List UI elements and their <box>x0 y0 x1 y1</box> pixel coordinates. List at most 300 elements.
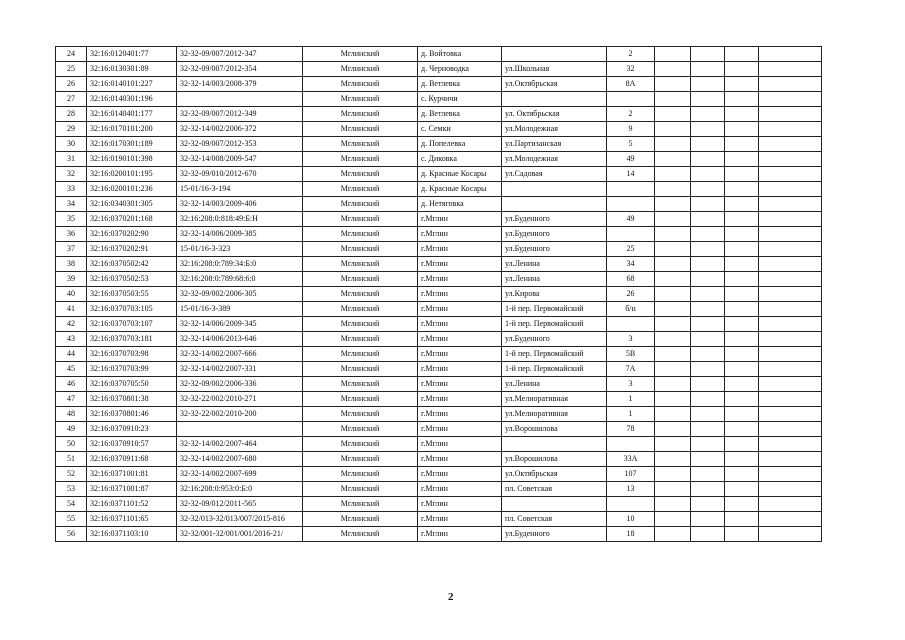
empty-cell <box>725 152 759 167</box>
house-number: 3 <box>607 332 655 347</box>
house-number: 68 <box>607 272 655 287</box>
empty-cell <box>655 272 691 287</box>
district-name: Мглинский <box>303 152 418 167</box>
property-registry-table <box>55 46 822 542</box>
registration-number: 15-01/16-3-323 <box>177 242 303 257</box>
table-row <box>56 437 822 452</box>
empty-cell <box>725 302 759 317</box>
table-row <box>56 62 822 77</box>
empty-cell <box>691 92 725 107</box>
table-row <box>56 392 822 407</box>
cadastral-number: 32:16:0370703:107 <box>87 317 177 332</box>
district-name: Мглинский <box>303 407 418 422</box>
empty-cell <box>691 182 725 197</box>
district-name: Мглинский <box>303 422 418 437</box>
empty-cell <box>655 527 691 542</box>
settlement-name: г.Мглин <box>418 407 502 422</box>
row-number: 39 <box>56 272 87 287</box>
empty-cell <box>655 122 691 137</box>
empty-cell <box>759 77 822 92</box>
empty-cell <box>655 257 691 272</box>
empty-cell <box>725 197 759 212</box>
house-number: 25 <box>607 242 655 257</box>
registration-number: 32-32-14/002/2007-666 <box>177 347 303 362</box>
row-number: 54 <box>56 497 87 512</box>
settlement-name: г.Мглин <box>418 347 502 362</box>
empty-cell <box>759 482 822 497</box>
row-number: 41 <box>56 302 87 317</box>
empty-cell <box>655 137 691 152</box>
empty-cell <box>725 62 759 77</box>
district-name: Мглинский <box>303 437 418 452</box>
house-number: 1 <box>607 392 655 407</box>
table-row <box>56 107 822 122</box>
row-number: 53 <box>56 482 87 497</box>
street-name: ул.Садовая <box>502 167 607 182</box>
empty-cell <box>655 197 691 212</box>
table-row <box>56 167 822 182</box>
cadastral-number: 32:16:0370202:90 <box>87 227 177 242</box>
empty-cell <box>691 197 725 212</box>
row-number: 33 <box>56 182 87 197</box>
empty-cell <box>691 122 725 137</box>
empty-cell <box>691 347 725 362</box>
empty-cell <box>725 212 759 227</box>
district-name: Мглинский <box>303 182 418 197</box>
registration-number: 32:16:208:0:818:49:Б:Н <box>177 212 303 227</box>
empty-cell <box>759 497 822 512</box>
street-name: ул.Молодежная <box>502 152 607 167</box>
cadastral-number: 32:16:0370201:168 <box>87 212 177 227</box>
house-number: 7А <box>607 362 655 377</box>
empty-cell <box>655 392 691 407</box>
cadastral-number: 32:16:0370910:23 <box>87 422 177 437</box>
empty-cell <box>759 332 822 347</box>
district-name: Мглинский <box>303 137 418 152</box>
empty-cell <box>725 227 759 242</box>
cadastral-number: 32:16:0140301:196 <box>87 92 177 107</box>
settlement-name: г.Мглин <box>418 527 502 542</box>
cadastral-number: 32:16:0371101:52 <box>87 497 177 512</box>
empty-cell <box>759 197 822 212</box>
table-row <box>56 137 822 152</box>
empty-cell <box>655 407 691 422</box>
table-row <box>56 452 822 467</box>
row-number: 27 <box>56 92 87 107</box>
cadastral-number: 32:16:0370705:50 <box>87 377 177 392</box>
row-number: 25 <box>56 62 87 77</box>
registration-number <box>177 422 303 437</box>
table-row <box>56 92 822 107</box>
empty-cell <box>759 227 822 242</box>
empty-cell <box>759 377 822 392</box>
empty-cell <box>759 137 822 152</box>
empty-cell <box>725 527 759 542</box>
cadastral-number: 32:16:0370801:38 <box>87 392 177 407</box>
street-name: 1-й пер. Первомайский <box>502 362 607 377</box>
street-name <box>502 437 607 452</box>
row-number: 56 <box>56 527 87 542</box>
empty-cell <box>655 242 691 257</box>
row-number: 32 <box>56 167 87 182</box>
table-row <box>56 497 822 512</box>
empty-cell <box>655 317 691 332</box>
district-name: Мглинский <box>303 107 418 122</box>
house-number: 33А <box>607 452 655 467</box>
empty-cell <box>725 287 759 302</box>
empty-cell <box>655 62 691 77</box>
street-name: ул.Школьная <box>502 62 607 77</box>
empty-cell <box>725 317 759 332</box>
cadastral-number: 32:16:0370911:68 <box>87 452 177 467</box>
settlement-name: г.Мглин <box>418 227 502 242</box>
registration-number: 32-32-14/003/2008-379 <box>177 77 303 92</box>
empty-cell <box>655 347 691 362</box>
table-row <box>56 302 822 317</box>
house-number: 14 <box>607 167 655 182</box>
empty-cell <box>691 512 725 527</box>
street-name: пл. Советская <box>502 482 607 497</box>
empty-cell <box>691 257 725 272</box>
settlement-name: г.Мглин <box>418 422 502 437</box>
settlement-name: г.Мглин <box>418 392 502 407</box>
empty-cell <box>725 137 759 152</box>
settlement-name: д. Нетяговка <box>418 197 502 212</box>
page-number: 2 <box>448 591 454 603</box>
street-name: ул.Буденного <box>502 527 607 542</box>
row-number: 30 <box>56 137 87 152</box>
empty-cell <box>691 107 725 122</box>
district-name: Мглинский <box>303 212 418 227</box>
empty-cell <box>725 242 759 257</box>
table-row <box>56 332 822 347</box>
empty-cell <box>725 482 759 497</box>
settlement-name: с. Курчичи <box>418 92 502 107</box>
empty-cell <box>691 452 725 467</box>
street-name: ул.Ленина <box>502 257 607 272</box>
empty-cell <box>759 62 822 77</box>
district-name: Мглинский <box>303 392 418 407</box>
empty-cell <box>655 452 691 467</box>
cadastral-number: 32:16:0170101:200 <box>87 122 177 137</box>
row-number: 46 <box>56 377 87 392</box>
registration-number: 32-32-09/002/2006-336 <box>177 377 303 392</box>
street-name: ул.Буденного <box>502 242 607 257</box>
district-name: Мглинский <box>303 302 418 317</box>
district-name: Мглинский <box>303 272 418 287</box>
registration-number: 32-32-09/012/2011-565 <box>177 497 303 512</box>
district-name: Мглинский <box>303 77 418 92</box>
cadastral-number: 32:16:0340301:305 <box>87 197 177 212</box>
row-number: 47 <box>56 392 87 407</box>
settlement-name: д. Черноводка <box>418 62 502 77</box>
empty-cell <box>691 482 725 497</box>
house-number: 13 <box>607 482 655 497</box>
empty-cell <box>655 77 691 92</box>
empty-cell <box>655 377 691 392</box>
table-row <box>56 197 822 212</box>
table-row <box>56 362 822 377</box>
empty-cell <box>691 302 725 317</box>
empty-cell <box>691 422 725 437</box>
empty-cell <box>655 152 691 167</box>
empty-cell <box>759 422 822 437</box>
cadastral-number: 32:16:0140401:177 <box>87 107 177 122</box>
district-name: Мглинский <box>303 452 418 467</box>
row-number: 55 <box>56 512 87 527</box>
empty-cell <box>691 287 725 302</box>
empty-cell <box>725 272 759 287</box>
table-row <box>56 377 822 392</box>
cadastral-number: 32:16:0371101:65 <box>87 512 177 527</box>
empty-cell <box>759 242 822 257</box>
empty-cell <box>725 47 759 62</box>
row-number: 42 <box>56 317 87 332</box>
row-number: 49 <box>56 422 87 437</box>
empty-cell <box>759 437 822 452</box>
registration-number: 32-32-14/002/2007-699 <box>177 467 303 482</box>
street-name: ул.Ворошилова <box>502 452 607 467</box>
empty-cell <box>655 467 691 482</box>
empty-cell <box>759 152 822 167</box>
cadastral-number: 32:16:0370910:57 <box>87 437 177 452</box>
settlement-name: г.Мглин <box>418 362 502 377</box>
registration-number: 32:16:208:0:789:68:6:0 <box>177 272 303 287</box>
empty-cell <box>691 137 725 152</box>
table-row <box>56 287 822 302</box>
empty-cell <box>691 77 725 92</box>
district-name: Мглинский <box>303 362 418 377</box>
street-name: ул.Буденного <box>502 332 607 347</box>
registration-number: 32-32-14/006/2013-646 <box>177 332 303 347</box>
street-name: ул.Партизанская <box>502 137 607 152</box>
cadastral-number: 32:16:0370502:42 <box>87 257 177 272</box>
settlement-name: г.Мглин <box>418 512 502 527</box>
table-row <box>56 182 822 197</box>
district-name: Мглинский <box>303 92 418 107</box>
empty-cell <box>655 107 691 122</box>
table-row <box>56 152 822 167</box>
district-name: Мглинский <box>303 377 418 392</box>
district-name: Мглинский <box>303 497 418 512</box>
street-name: ул.Кирова <box>502 287 607 302</box>
row-number: 24 <box>56 47 87 62</box>
registration-number: 32-32-22/002/2010-271 <box>177 392 303 407</box>
empty-cell <box>725 512 759 527</box>
house-number: 8А <box>607 77 655 92</box>
house-number <box>607 317 655 332</box>
street-name <box>502 182 607 197</box>
empty-cell <box>759 347 822 362</box>
empty-cell <box>691 467 725 482</box>
empty-cell <box>759 212 822 227</box>
settlement-name: г.Мглин <box>418 287 502 302</box>
empty-cell <box>691 227 725 242</box>
registration-number: 32-32/001-32/001/001/2016-21/ <box>177 527 303 542</box>
house-number <box>607 227 655 242</box>
empty-cell <box>691 527 725 542</box>
district-name: Мглинский <box>303 167 418 182</box>
empty-cell <box>655 437 691 452</box>
settlement-name: д. Ветлевка <box>418 77 502 92</box>
cadastral-number: 32:16:0370202:91 <box>87 242 177 257</box>
registration-number: 32-32-22/002/2010-200 <box>177 407 303 422</box>
district-name: Мглинский <box>303 527 418 542</box>
empty-cell <box>725 107 759 122</box>
settlement-name: г.Мглин <box>418 317 502 332</box>
registration-number: 32-32-09/007/2012-347 <box>177 47 303 62</box>
registration-number: 32-32-09/007/2012-353 <box>177 137 303 152</box>
district-name: Мглинский <box>303 332 418 347</box>
house-number: б/н <box>607 302 655 317</box>
district-name: Мглинский <box>303 512 418 527</box>
empty-cell <box>655 497 691 512</box>
empty-cell <box>725 437 759 452</box>
cadastral-number: 32:16:0200101:236 <box>87 182 177 197</box>
empty-cell <box>691 377 725 392</box>
empty-cell <box>725 392 759 407</box>
street-name: ул.Ленина <box>502 377 607 392</box>
cadastral-number: 32:16:0170301:189 <box>87 137 177 152</box>
empty-cell <box>725 452 759 467</box>
registration-number: 32-32-14/002/2006-372 <box>177 122 303 137</box>
row-number: 38 <box>56 257 87 272</box>
house-number: 5 <box>607 137 655 152</box>
row-number: 45 <box>56 362 87 377</box>
empty-cell <box>691 437 725 452</box>
row-number: 36 <box>56 227 87 242</box>
house-number: 34 <box>607 257 655 272</box>
empty-cell <box>655 92 691 107</box>
empty-cell <box>691 407 725 422</box>
empty-cell <box>725 257 759 272</box>
street-name <box>502 497 607 512</box>
empty-cell <box>691 272 725 287</box>
empty-cell <box>759 122 822 137</box>
cadastral-number: 32:16:0370703:105 <box>87 302 177 317</box>
empty-cell <box>759 527 822 542</box>
empty-cell <box>655 212 691 227</box>
district-name: Мглинский <box>303 47 418 62</box>
street-name: 1-й пер. Первомайский <box>502 347 607 362</box>
empty-cell <box>691 392 725 407</box>
table-row <box>56 527 822 542</box>
table-body <box>56 47 822 542</box>
district-name: Мглинский <box>303 122 418 137</box>
house-number: 1 <box>607 407 655 422</box>
house-number: 32 <box>607 62 655 77</box>
settlement-name: с. Семки <box>418 122 502 137</box>
house-number <box>607 182 655 197</box>
empty-cell <box>655 182 691 197</box>
table-row <box>56 482 822 497</box>
district-name: Мглинский <box>303 227 418 242</box>
district-name: Мглинский <box>303 317 418 332</box>
house-number <box>607 92 655 107</box>
empty-cell <box>759 317 822 332</box>
empty-cell <box>759 47 822 62</box>
cadastral-number: 32:16:0130301:89 <box>87 62 177 77</box>
district-name: Мглинский <box>303 62 418 77</box>
empty-cell <box>655 287 691 302</box>
empty-cell <box>759 257 822 272</box>
row-number: 43 <box>56 332 87 347</box>
cadastral-number: 32:16:0370703:181 <box>87 332 177 347</box>
row-number: 31 <box>56 152 87 167</box>
empty-cell <box>691 47 725 62</box>
settlement-name: г.Мглин <box>418 467 502 482</box>
registration-number: 32-32-14/002/2007-464 <box>177 437 303 452</box>
empty-cell <box>759 407 822 422</box>
district-name: Мглинский <box>303 257 418 272</box>
empty-cell <box>655 482 691 497</box>
empty-cell <box>691 152 725 167</box>
settlement-name: г.Мглин <box>418 242 502 257</box>
settlement-name: г.Мглин <box>418 497 502 512</box>
house-number <box>607 437 655 452</box>
row-number: 44 <box>56 347 87 362</box>
empty-cell <box>691 362 725 377</box>
cadastral-number: 32:16:0371001:81 <box>87 467 177 482</box>
street-name: ул.Октябрьская <box>502 467 607 482</box>
registration-number: 32-32-14/002/2007-680 <box>177 452 303 467</box>
row-number: 52 <box>56 467 87 482</box>
street-name: ул. Октябрьская <box>502 107 607 122</box>
empty-cell <box>725 407 759 422</box>
table-row <box>56 227 822 242</box>
empty-cell <box>759 107 822 122</box>
empty-cell <box>759 182 822 197</box>
empty-cell <box>691 332 725 347</box>
empty-cell <box>655 422 691 437</box>
table-row <box>56 407 822 422</box>
house-number: 2 <box>607 107 655 122</box>
row-number: 26 <box>56 77 87 92</box>
empty-cell <box>725 167 759 182</box>
empty-cell <box>655 332 691 347</box>
empty-cell <box>725 497 759 512</box>
registration-number: 32:16:208:0:953:0:Б:0 <box>177 482 303 497</box>
empty-cell <box>655 47 691 62</box>
settlement-name: г.Мглин <box>418 452 502 467</box>
house-number: 49 <box>607 212 655 227</box>
row-number: 34 <box>56 197 87 212</box>
cadastral-number: 32:16:0370801:46 <box>87 407 177 422</box>
settlement-name: д. Красные Косары <box>418 167 502 182</box>
district-name: Мглинский <box>303 347 418 362</box>
registration-number: 32-32-14/002/2007-331 <box>177 362 303 377</box>
cadastral-number: 32:16:0370502:53 <box>87 272 177 287</box>
empty-cell <box>655 167 691 182</box>
empty-cell <box>725 377 759 392</box>
empty-cell <box>725 362 759 377</box>
house-number: 78 <box>607 422 655 437</box>
empty-cell <box>725 92 759 107</box>
street-name: ул.Ворошилова <box>502 422 607 437</box>
empty-cell <box>725 422 759 437</box>
settlement-name: г.Мглин <box>418 377 502 392</box>
house-number: 26 <box>607 287 655 302</box>
row-number: 50 <box>56 437 87 452</box>
settlement-name: г.Мглин <box>418 482 502 497</box>
empty-cell <box>725 77 759 92</box>
settlement-name: г.Мглин <box>418 302 502 317</box>
registration-number: 32-32-09/002/2006-305 <box>177 287 303 302</box>
empty-cell <box>759 512 822 527</box>
street-name: ул.Буденного <box>502 227 607 242</box>
registration-number: 32-32-14/006/2009-345 <box>177 317 303 332</box>
registration-number: 15-01/16-3-389 <box>177 302 303 317</box>
